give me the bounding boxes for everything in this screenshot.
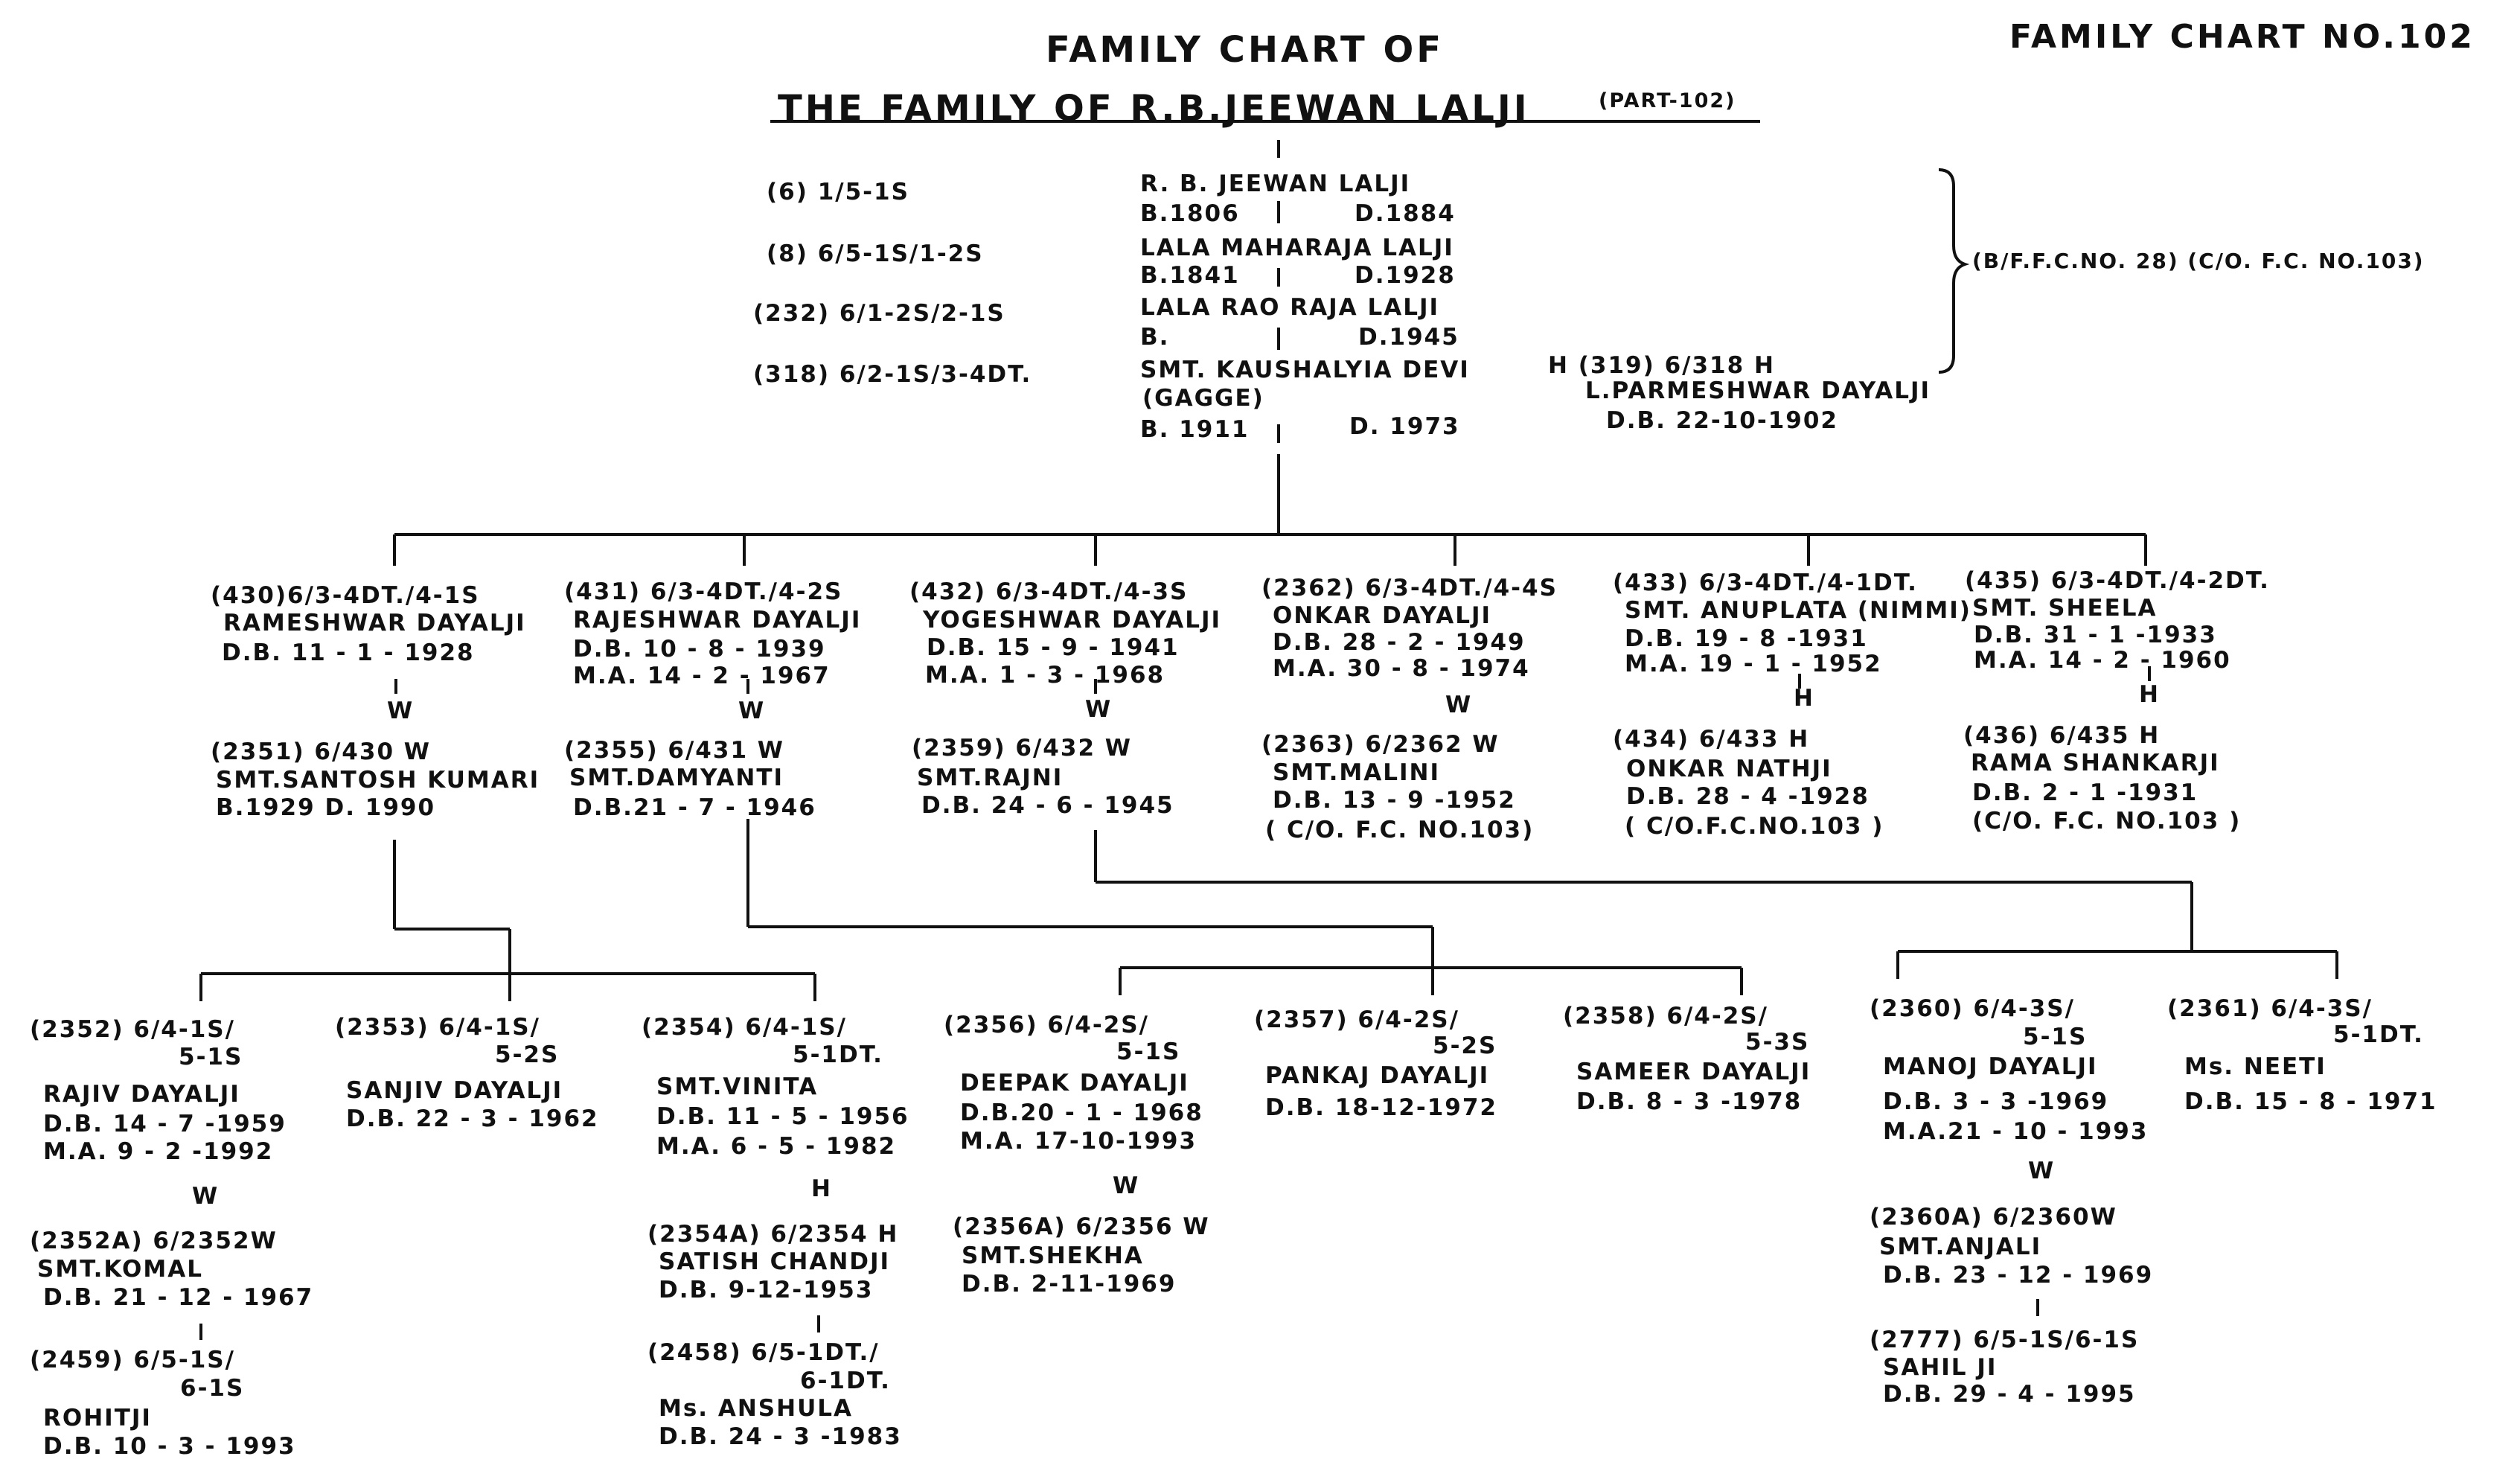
g4-2356-name: DEEPAK DAYALJI <box>960 1070 1189 1097</box>
g3-430-name: RAMESHWAR DAYALJI <box>223 610 526 636</box>
chart-number: FAMILY CHART NO.102 <box>2009 18 2475 56</box>
g3-433-dob: D.B. 19 - 8 -1931 <box>1625 625 1868 652</box>
g3-432-code: (432) 6/3-4DT./4-3S <box>909 578 1189 605</box>
g3-430-marker: W <box>387 698 415 724</box>
g4s-2356a-name: SMT.SHEKHA <box>962 1242 1144 1269</box>
g4-2354-marker: H <box>811 1175 832 1202</box>
g3-435-dob: D.B. 31 - 1 -1933 <box>1974 622 2217 648</box>
g4-2360-code2: 5-1S <box>2023 1024 2088 1050</box>
g4s-2354a-code: (2354A) 6/2354 H <box>647 1221 899 1248</box>
g3-431-marker: W <box>738 698 766 724</box>
g4-2352-name: RAJIV DAYALJI <box>43 1081 240 1108</box>
g4-2354-name: SMT.VINITA <box>656 1073 819 1100</box>
g4s-2352a-code: (2352A) 6/2352W <box>30 1228 278 1254</box>
g3-2363-code: (2363) 6/2362 W <box>1261 731 1500 758</box>
g3-2355-name: SMT.DAMYANTI <box>569 765 784 791</box>
g4-2360-marker: W <box>2028 1158 2056 1184</box>
g4-2356-code2: 5-1S <box>1116 1038 1181 1065</box>
g4-2358-dob: D.B. 8 - 3 -1978 <box>1576 1088 1803 1115</box>
node-318-code: (318) 6/2-1S/3-4DT. <box>753 361 1032 388</box>
g3-436-code: (436) 6/435 H <box>1963 722 2161 749</box>
g3-2363-dob: D.B. 13 - 9 -1952 <box>1273 787 1516 814</box>
bracket <box>1939 170 1965 372</box>
g3-2362-name: ONKAR DAYALJI <box>1273 602 1492 629</box>
node-6-name: R. B. JEEWAN LALJI <box>1140 170 1411 197</box>
g4-2352-dob: D.B. 14 - 7 -1959 <box>43 1111 287 1137</box>
g3-431-name: RAJESHWAR DAYALJI <box>573 607 862 633</box>
g3-2362-dob: D.B. 28 - 2 - 1949 <box>1273 629 1526 656</box>
g3-430-dob: D.B. 11 - 1 - 1928 <box>222 639 475 666</box>
node-232-born: B. <box>1140 324 1170 351</box>
g4-2354-married: M.A. 6 - 5 - 1982 <box>656 1133 897 1160</box>
g5-2459-code: (2459) 6/5-1S/ <box>30 1347 235 1373</box>
g3-432-married: M.A. 1 - 3 - 1968 <box>925 662 1165 689</box>
g4s-2360a-dob: D.B. 23 - 12 - 1969 <box>1883 1262 2154 1289</box>
g3-433-code: (433) 6/3-4DT./4-1DT. <box>1613 569 1918 596</box>
g5-2459-dob: D.B. 10 - 3 - 1993 <box>43 1433 296 1460</box>
g4s-2352a-dob: D.B. 21 - 12 - 1967 <box>43 1284 314 1311</box>
g5-2458-code2: 6-1DT. <box>800 1367 891 1394</box>
g4-2356-code: (2356) 6/4-2S/ <box>944 1012 1149 1038</box>
g3-2362-married: M.A. 30 - 8 - 1974 <box>1273 655 1530 682</box>
g4-2360-dob: D.B. 3 - 3 -1969 <box>1883 1088 2109 1115</box>
g4-2352-code2: 5-1S <box>179 1044 243 1070</box>
g4-2361-name: Ms. NEETI <box>2184 1053 2326 1080</box>
g4-2361-dob: D.B. 15 - 8 - 1971 <box>2184 1088 2437 1115</box>
g3-2359-name: SMT.RAJNI <box>917 765 1064 791</box>
node-232-died: D.1945 <box>1358 324 1459 351</box>
g3-2363-ref: ( C/O. F.C. NO.103) <box>1265 817 1535 843</box>
g5-2458-code: (2458) 6/5-1DT./ <box>647 1339 880 1366</box>
g4-2353-code2: 5-2S <box>495 1041 560 1068</box>
node-232-code: (232) 6/1-2S/2-1S <box>753 300 1005 327</box>
g4-2352-marker: W <box>192 1183 220 1210</box>
g4-2356-marker: W <box>1113 1172 1140 1199</box>
g3-431-married: M.A. 14 - 2 - 1967 <box>573 663 831 689</box>
g5-2777-code: (2777) 6/5-1S/6-1S <box>1870 1327 2140 1353</box>
g3-436-name: RAMA SHANKARJI <box>1971 750 2220 776</box>
g4s-2354a-name: SATISH CHANDJI <box>659 1248 891 1275</box>
g4-2358-code: (2358) 6/4-2S/ <box>1563 1003 1768 1030</box>
g3-435-marker: H <box>2139 681 2160 708</box>
g3-2362-code: (2362) 6/3-4DT./4-4S <box>1261 575 1558 601</box>
g4-2361-code2: 5-1DT. <box>2333 1021 2424 1048</box>
g4-2353-dob: D.B. 22 - 3 - 1962 <box>346 1105 599 1132</box>
g3-432-marker: W <box>1085 696 1113 723</box>
node-319-name: L.PARMESHWAR DAYALJI <box>1585 377 1931 404</box>
g3-431-code: (431) 6/3-4DT./4-2S <box>564 578 843 605</box>
g4-2352-code: (2352) 6/4-1S/ <box>30 1016 235 1043</box>
g3-433-married: M.A. 19 - 1 - 1952 <box>1625 651 1882 677</box>
node-6-born: B.1806 <box>1140 200 1240 227</box>
node-8-name: LALA MAHARAJA LALJI <box>1140 234 1454 261</box>
g3-2359-code: (2359) 6/432 W <box>912 735 1132 762</box>
g3-434-name: ONKAR NATHJI <box>1626 756 1832 782</box>
g5-2459-code2: 6-1S <box>180 1375 245 1402</box>
g4-2354-dob: D.B. 11 - 5 - 1956 <box>656 1103 909 1130</box>
g5-2459-name: ROHITJI <box>43 1405 152 1432</box>
node-319-dob: D.B. 22-10-1902 <box>1606 407 1838 434</box>
g5-2458-name: Ms. ANSHULA <box>659 1395 853 1422</box>
g3-2351-name: SMT.SANTOSH KUMARI <box>216 767 540 794</box>
g4s-2360a-code: (2360A) 6/2360W <box>1870 1204 2117 1231</box>
g4-2356-married: M.A. 17-10-1993 <box>960 1128 1197 1155</box>
g3-2362-marker: W <box>1445 692 1473 718</box>
g4-2360-name: MANOJ DAYALJI <box>1883 1053 2098 1080</box>
g3-2351-dates: B.1929 D. 1990 <box>216 794 436 821</box>
g4-2353-code: (2353) 6/4-1S/ <box>335 1014 540 1041</box>
node-8-born: B.1841 <box>1140 262 1240 289</box>
g5-2777-dob: D.B. 29 - 4 - 1995 <box>1883 1381 2136 1408</box>
g4-2354-code2: 5-1DT. <box>793 1041 883 1068</box>
g4-2360-code: (2360) 6/4-3S/ <box>1870 995 2075 1022</box>
node-232-name: LALA RAO RAJA LALJI <box>1140 294 1440 321</box>
g3-434-dob: D.B. 28 - 4 -1928 <box>1626 783 1870 810</box>
g3-433-marker: H <box>1794 685 1814 712</box>
g4-2358-name: SAMEER DAYALJI <box>1576 1059 1811 1085</box>
g4s-2354a-dob: D.B. 9-12-1953 <box>659 1277 874 1303</box>
bracket-reference: (B/F.F.C.NO. 28) (C/O. F.C. NO.103) <box>1972 249 2425 273</box>
node-6-died: D.1884 <box>1355 200 1456 227</box>
g3-436-ref: (C/O. F.C. NO.103 ) <box>1972 808 2242 834</box>
g3-435-code: (435) 6/3-4DT./4-2DT. <box>1965 567 2270 594</box>
g3-432-name: YOGESHWAR DAYALJI <box>923 607 1222 633</box>
g4-2358-code2: 5-3S <box>1745 1029 1810 1056</box>
g3-433-name: SMT. ANUPLATA (NIMMI) <box>1625 597 1971 624</box>
g3-435-married: M.A. 14 - 2 - 1960 <box>1974 647 2231 674</box>
g4-2360-married: M.A.21 - 10 - 1993 <box>1883 1118 2149 1145</box>
g4-2353-name: SANJIV DAYALJI <box>346 1077 563 1104</box>
g4s-2356a-code: (2356A) 6/2356 W <box>953 1213 1210 1240</box>
g3-436-dob: D.B. 2 - 1 -1931 <box>1972 779 2198 806</box>
g4s-2356a-dob: D.B. 2-11-1969 <box>962 1271 1177 1298</box>
node-318-died: D. 1973 <box>1349 413 1460 440</box>
g4-2356-dob: D.B.20 - 1 - 1968 <box>960 1099 1203 1126</box>
g5-2777-name: SAHIL JI <box>1883 1354 1998 1381</box>
g4-2354-code: (2354) 6/4-1S/ <box>642 1014 847 1041</box>
node-319-code: H (319) 6/318 H <box>1548 352 1775 379</box>
node-8-code: (8) 6/5-1S/1-2S <box>767 240 984 267</box>
g4-2361-code: (2361) 6/4-3S/ <box>2167 995 2373 1022</box>
node-318-born: B. 1911 <box>1140 416 1250 443</box>
title-part: (PART-102) <box>1599 89 1736 112</box>
g4-2357-name: PANKAJ DAYALJI <box>1265 1062 1490 1089</box>
g3-2355-dob: D.B.21 - 7 - 1946 <box>573 794 816 821</box>
g4-2357-code2: 5-2S <box>1433 1032 1497 1059</box>
g3-434-code: (434) 6/433 H <box>1613 726 1810 753</box>
g3-431-dob: D.B. 10 - 8 - 1939 <box>573 636 826 663</box>
node-8-died: D.1928 <box>1355 262 1456 289</box>
title-line1: FAMILY CHART OF <box>1046 29 1445 71</box>
g3-2363-name: SMT.MALINI <box>1273 759 1440 786</box>
g3-2351-code: (2351) 6/430 W <box>211 738 431 765</box>
g4s-2352a-name: SMT.KOMAL <box>37 1256 203 1283</box>
g4-2352-married: M.A. 9 - 2 -1992 <box>43 1138 274 1165</box>
g3-432-dob: D.B. 15 - 9 - 1941 <box>927 634 1180 661</box>
g3-2355-code: (2355) 6/431 W <box>564 737 784 764</box>
g4s-2360a-name: SMT.ANJALI <box>1879 1233 2042 1260</box>
g5-2458-dob: D.B. 24 - 3 -1983 <box>659 1423 902 1450</box>
g3-435-name: SMT. SHEELA <box>1972 595 2158 622</box>
node-318-maiden: (GAGGE) <box>1142 385 1264 412</box>
node-318-name: SMT. KAUSHALYIA DEVI <box>1140 357 1470 383</box>
g3-2359-dob: D.B. 24 - 6 - 1945 <box>921 792 1174 819</box>
g4-2357-code: (2357) 6/4-2S/ <box>1254 1006 1459 1033</box>
title-line2: THE FAMILY OF R.B.JEEWAN LALJI <box>778 88 1530 130</box>
node-6-code: (6) 1/5-1S <box>767 179 909 205</box>
g3-434-ref: ( C/O.F.C.NO.103 ) <box>1625 813 1884 840</box>
g4-2357-dob: D.B. 18-12-1972 <box>1265 1094 1497 1121</box>
g3-430-code: (430)6/3-4DT./4-1S <box>211 582 480 609</box>
